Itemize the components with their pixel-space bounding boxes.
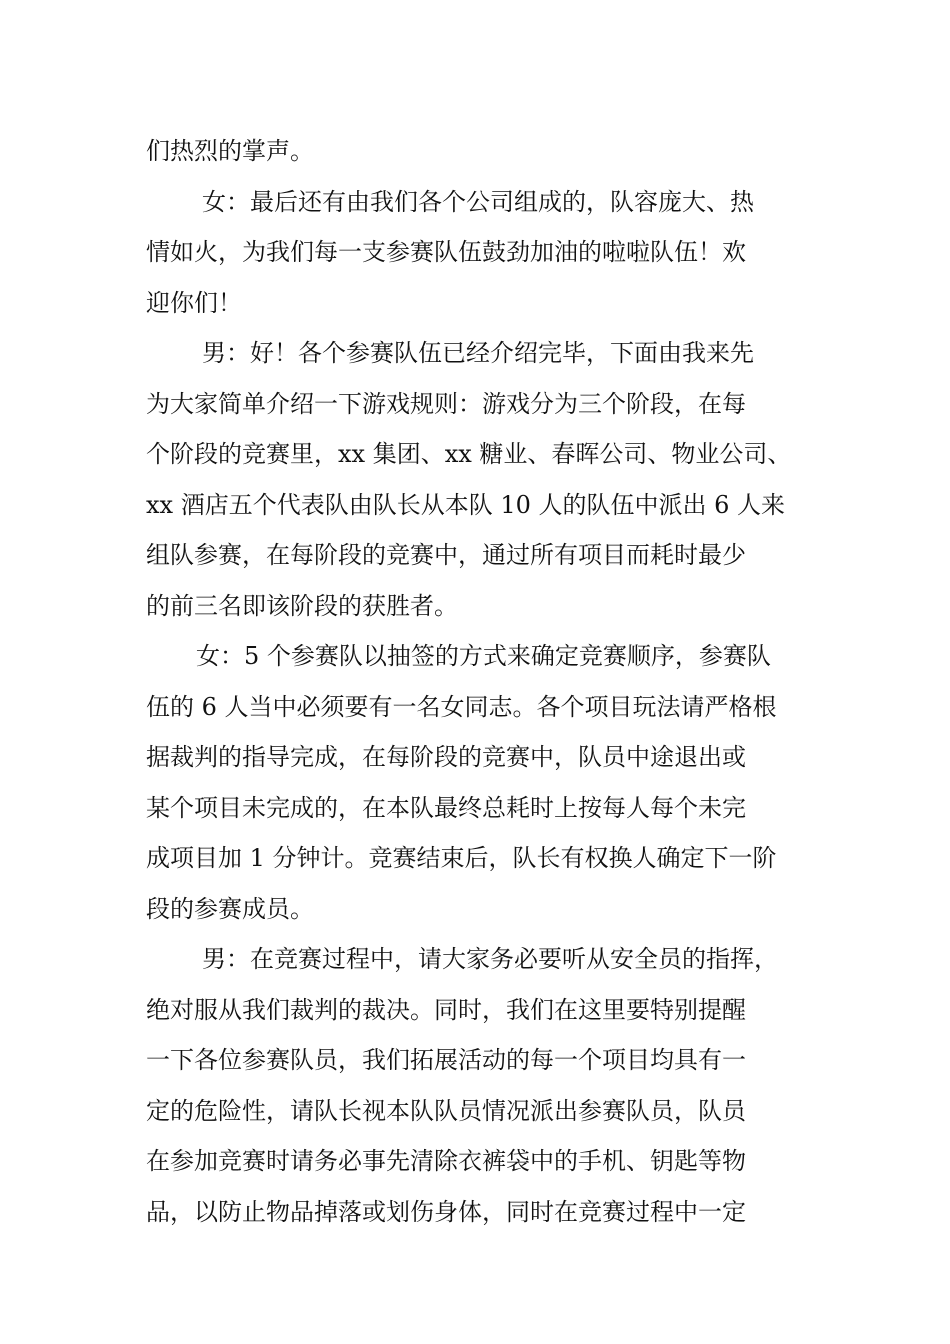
text-line: 女：5 个参赛队以抽签的方式来确定竞赛顺序，参赛队: [196, 642, 771, 670]
text-line: 一下各位参赛队员，我们拓展活动的每一个项目均具有一: [146, 1046, 746, 1074]
text-line: 为大家简单介绍一下游戏规则：游戏分为三个阶段，在每: [146, 389, 746, 418]
text-line: 迎你们！: [146, 288, 242, 317]
text-line: 某个项目未完成的，在本队最终总耗时上按每人每个未完: [146, 793, 746, 822]
text-line: 女：最后还有由我们各个公司组成的，队容庞大、热: [202, 187, 754, 216]
text-line: 的前三名即该阶段的获胜者。: [146, 591, 458, 620]
text-line: 绝对服从我们裁判的裁决。同时，我们在这里要特别提醒: [146, 995, 746, 1024]
text-line: 品，以防止物品掉落或划伤身体，同时在竞赛过程中一定: [146, 1197, 746, 1226]
text-line: 男：在竞赛过程中，请大家务必要听从安全员的指挥，: [202, 945, 778, 973]
text-line: 们热烈的掌声。: [146, 137, 314, 165]
text-line: 据裁判的指导完成，在每阶段的竞赛中，队员中途退出或: [146, 743, 746, 771]
document-body: [146, 126, 826, 1237]
text-line: 组队参赛，在每阶段的竞赛中，通过所有项目而耗时最少: [146, 541, 746, 569]
text-line: 伍的 6 人当中必须要有一名女同志。各个项目玩法请严格根: [146, 692, 777, 721]
text-line: 在参加竞赛时请务必事先清除衣裤袋中的手机、钥匙等物: [146, 1147, 746, 1175]
text-line: 情如火，为我们每一支参赛队伍鼓劲加油的啦啦队伍！欢: [146, 238, 746, 266]
text-line: 成项目加 1 分钟计。竞赛结束后，队长有权换人确定下一阶: [146, 844, 777, 872]
text-line: 段的参赛成员。: [146, 894, 314, 923]
text-line: 男：好！各个参赛队伍已经介绍完毕，下面由我来先: [202, 339, 754, 367]
text-line: xx 酒店五个代表队由队长从本队 10 人的队伍中派出 6 人来: [146, 490, 786, 519]
text-line: 个阶段的竞赛里，xx 集团、xx 糖业、春晖公司、物业公司、: [146, 440, 792, 468]
text-line: 定的危险性，请队长视本队队员情况派出参赛队员，队员: [146, 1096, 746, 1125]
